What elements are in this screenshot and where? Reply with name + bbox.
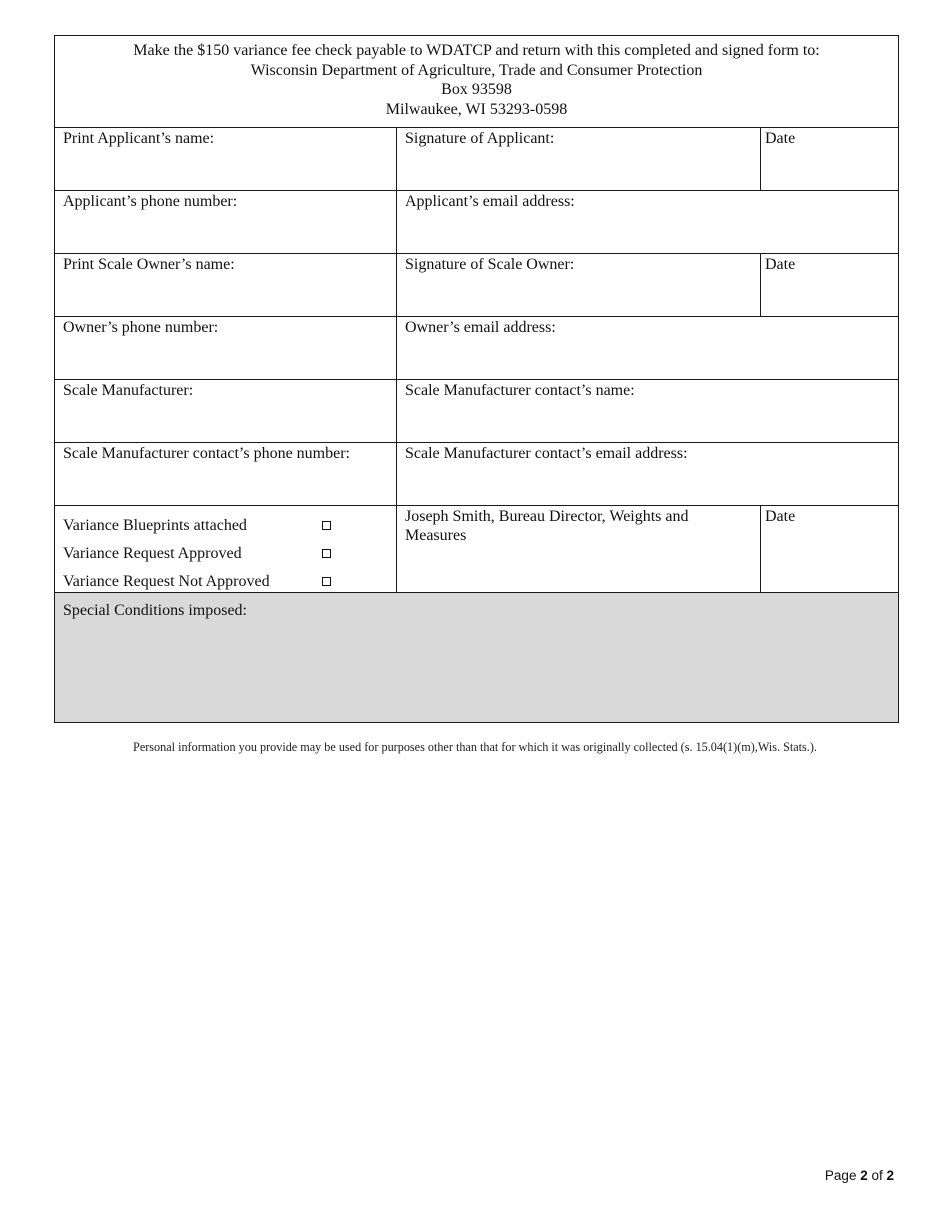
director-signature-field[interactable]: Joseph Smith, Bureau Director, Weights and Measures — [397, 506, 761, 592]
applicant-phone-field[interactable]: Applicant’s phone number: — [55, 191, 397, 253]
header-city: Milwaukee, WI 53293-0598 — [385, 100, 568, 118]
page-number — [825, 1168, 894, 1183]
check-request-approved[interactable] — [63, 539, 389, 567]
director-date-field[interactable]: Date — [765, 508, 796, 525]
variance-form — [54, 35, 899, 723]
header-box: Box 93598 — [441, 81, 512, 98]
applicant-email-field[interactable]: Applicant’s email address: — [405, 193, 575, 210]
owner-row — [55, 254, 898, 317]
privacy-notice: Personal information you provide may be used for purposes other than that for which it was originally collected (s. 15.04(1)(m),Wis. Stats.). — [133, 740, 817, 754]
applicant-row — [55, 128, 898, 191]
page-total: 2 — [886, 1168, 894, 1183]
special-conditions-field[interactable]: Special Conditions imposed: — [55, 593, 898, 722]
check-label: Variance Blueprints attached — [63, 516, 247, 534]
manufacturer-contact-row — [55, 443, 898, 506]
manufacturer-contact-phone-field[interactable]: Scale Manufacturer contact’s phone number: — [55, 443, 397, 505]
check-blueprints-attached[interactable] — [63, 511, 389, 539]
header-agency: Wisconsin Department of Agriculture, Trade and Consumer Protection — [250, 61, 703, 79]
owner-signature-field[interactable]: Signature of Scale Owner: — [397, 254, 761, 316]
owner-date-field[interactable]: Date — [765, 256, 796, 273]
manufacturer-contact-name-field[interactable]: Scale Manufacturer contact’s name: — [405, 382, 635, 399]
manufacturer-contact-email-field[interactable]: Scale Manufacturer contact’s email address: — [405, 445, 688, 462]
applicant-name-field[interactable]: Print Applicant’s name: — [55, 128, 397, 190]
owner-contact-row — [55, 317, 898, 380]
header-instructions: Make the $150 variance fee check payable to WDATCP and return with this completed and signed form to: — [133, 42, 820, 59]
request-not-approved-checkbox[interactable] — [322, 577, 331, 586]
manufacturer-row — [55, 380, 898, 443]
applicant-contact-row — [55, 191, 898, 254]
applicant-signature-field[interactable]: Signature of Applicant: — [397, 128, 761, 190]
check-request-not-approved[interactable] — [63, 567, 389, 595]
manufacturer-field[interactable]: Scale Manufacturer: — [55, 380, 397, 442]
applicant-date-field[interactable]: Date — [765, 130, 796, 147]
owner-email-field[interactable]: Owner’s email address: — [405, 319, 556, 336]
page-current: 2 — [860, 1168, 868, 1183]
page-of: of — [867, 1168, 887, 1183]
owner-phone-field[interactable]: Owner’s phone number: — [55, 317, 397, 379]
request-approved-checkbox[interactable] — [322, 549, 331, 558]
check-label: Variance Request Not Approved — [63, 572, 270, 590]
approval-checklist — [55, 506, 397, 592]
owner-name-field[interactable]: Print Scale Owner’s name: — [55, 254, 397, 316]
blueprints-attached-checkbox[interactable] — [322, 521, 331, 530]
approval-row — [55, 506, 898, 593]
form-header — [55, 36, 898, 128]
page-prefix: Page — [824, 1168, 861, 1183]
check-label: Variance Request Approved — [63, 544, 242, 562]
